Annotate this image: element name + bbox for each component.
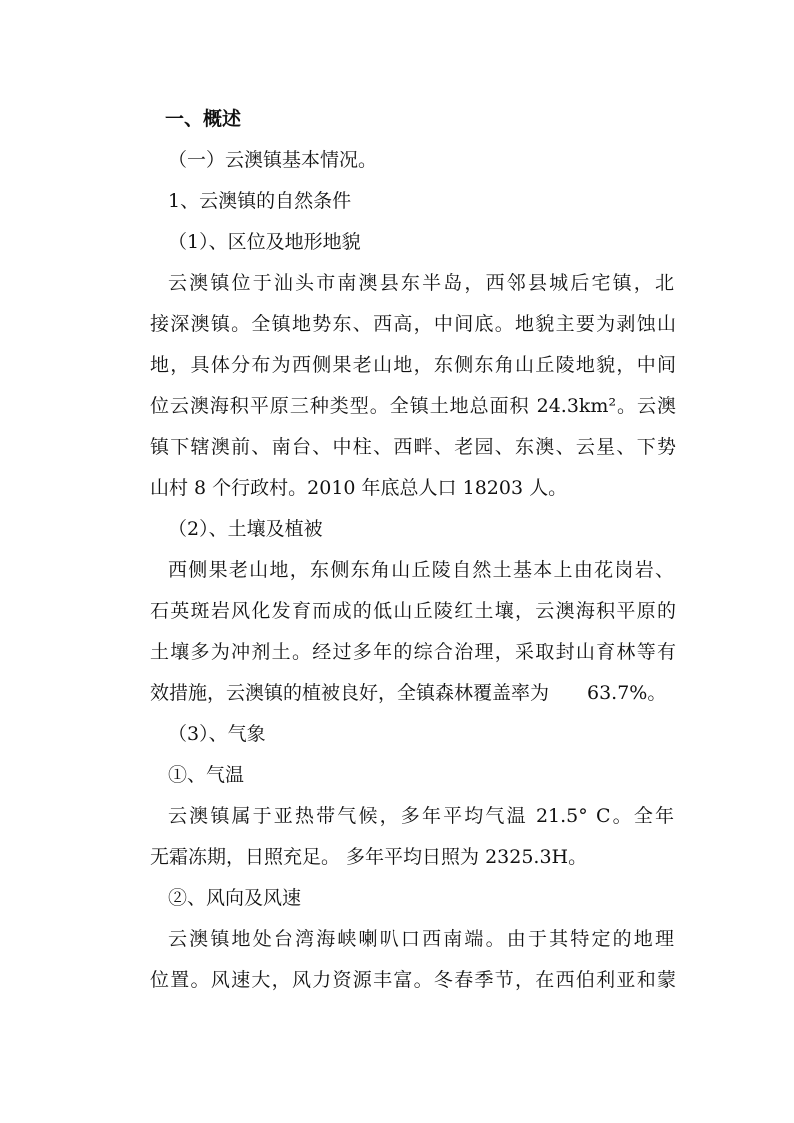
para-2-line-3: 土壤多为冲剂土。经过多年的综合治理，采取封山育林等有	[150, 641, 676, 663]
para-1-line-1: 云澳镇位于汕头市南澳县东半岛，西邻县城后宅镇，北	[168, 272, 674, 294]
section-title: （一）云澳镇基本情况。	[168, 149, 378, 171]
para-2-line-2: 石英斑岩风化发育而成的低山丘陵红土壤，云澳海积平原的	[150, 600, 676, 622]
heading: 一、概述	[165, 108, 242, 130]
para-1-line-2: 接深澳镇。全镇地势东、西高，中间底。地貌主要为剥蚀山	[150, 313, 676, 335]
para-2-line-4: 效措施，云澳镇的植被良好，全镇森林覆盖率为 63.7%。	[150, 682, 667, 704]
sub-item-title-2: ②、风向及风速	[168, 887, 302, 909]
item-title-3: （3）、气象	[168, 723, 266, 745]
para-4-line-1: 云澳镇地处台湾海峡喇叭口西南端。由于其特定的地理	[168, 928, 674, 950]
item-title-1: （1）、区位及地形地貌	[168, 231, 361, 253]
para-3-line-2: 无霜冻期，日照充足。 多年平均日照为 2325.3H。	[150, 846, 588, 868]
para-2-line-1: 西侧果老山地，东侧东角山丘陵自然土基本上由花岗岩、	[168, 559, 674, 581]
para-1-line-6: 山村 8 个行政村。2010 年底总人口 18203 人。	[150, 477, 568, 499]
para-1-line-4: 位云澳海积平原三种类型。全镇土地总面积 24.3km²。云澳	[150, 395, 676, 417]
sub-item-title-1: ①、气温	[168, 764, 245, 786]
para-1-line-3: 地，具体分布为西侧果老山地，东侧东角山丘陵地貌，中间	[150, 354, 676, 376]
para-3-line-1: 云澳镇属于亚热带气候，多年平均气温 21.5° C。全年	[168, 805, 674, 827]
item-title-2: （2）、土壤及植被	[168, 518, 323, 540]
para-1-line-5: 镇下辖澳前、南台、中柱、西畔、老园、东澳、云星、下势	[150, 436, 676, 458]
subsection-title: 1、云澳镇的自然条件	[168, 190, 352, 212]
para-4-line-2: 位置。风速大，风力资源丰富。冬春季节，在西伯利亚和蒙	[150, 969, 676, 991]
